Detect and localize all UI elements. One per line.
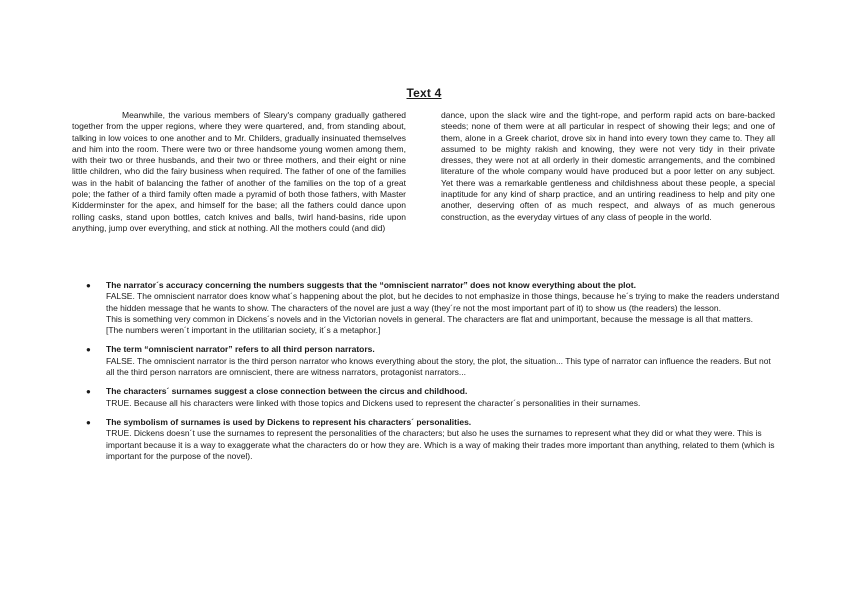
statement-answer: This is something very common in Dickens´s novels and in the Victorian novels in general. The characters are flat and unimportant, because the message is all that matters.: [106, 313, 753, 324]
text-paragraph-left: Meanwhile, the various members of Sleary's company gradually gathered together from the upper regions, where they were quartered, and, from standing about, talking in low voices to one another and to Mr. Childers, gradually insinuated themselves and him into the room. There were two or three handsome young women among them, with their two or three husbands, and their two or three mothers, and their eight or nine little children, who did the fairy business when required. The father of one of the families was in the habit of balancing the father of another of the families on the top of a great pole; the father of a third family often made a pyramid of both those fathers, with Master Kidderminster for the apex, and himself for the base; all the fathers could dance upon rolling casks, stand upon bottles, catch knives and balls, twirl hand-basins, ride upon anything, jump over everything, and stick at nothing. All the mothers could (and did): [72, 110, 406, 233]
statement-answer: [The numbers weren´t important in the utilitarian society, it´s a metaphor.]: [106, 325, 381, 336]
text-paragraph-right: dance, upon the slack wire and the tight-rope, and perform rapid acts on bare-backed steeds; none of them were at all particular in respect of showing their legs; and one of them, alone in a Greek chariot, drove six in hand into every town they came to. They all assumed to be mighty rakish and knowing, they were not very tidy in their private dresses, they were not at all orderly in their domestic arrangements, and the combined literature of the whole company would have produced but a poor letter on any subject. Yet there was a remarkable gentleness and childishness about these people, a special inaptitude for any kind of sharp practice, and an untiring readiness to help and pity one another, deserving often of as much respect, and always of as much generous construction, as the everyday virtues of any class of people in the world.: [441, 110, 775, 222]
statement-item-4: [84, 417, 780, 462]
statement-item-1: [84, 280, 780, 336]
statement-answer: TRUE. Dickens doesn´t use the surnames to represent the personalities of the characters; but also he uses the surnames to represent what they did or what they were. This is important because it is a way to exaggerate what the characters do or how they are. Which is a way of making their trades more important than anything, related to them (which is important for the purpose of the novel).: [106, 428, 775, 461]
statement-question: The symbolism of surnames is used by Dickens to represent his characters´ personalities.: [106, 416, 472, 427]
bullet-icon: ●: [86, 281, 91, 290]
bullet-icon: ●: [86, 345, 91, 355]
statement-answer: TRUE. Because all his characters were linked with those topics and Dickens used to represent the character´s personalities in their surnames.: [106, 397, 641, 408]
statement-answer: FALSE. The omniscient narrator does know what´s happening about the plot, but he decides to not emphasize in those things, because he´s trying to make the readers understand the hidden message that he wants to show. The characters of the novel are just a way (they´re not the most important part of it) to show us (the readers) the lesson.: [106, 291, 780, 313]
text-column-left: [72, 110, 406, 270]
statement-item-2: [84, 344, 780, 378]
statement-question: The term “omniscient narrator” refers to all third person narrators.: [106, 344, 375, 355]
page-title: Text 4: [406, 86, 442, 100]
statement-question: The narrator´s accuracy concerning the numbers suggests that the “omniscient narrator” does not know everything about the plot.: [106, 280, 636, 290]
statement-list: [84, 280, 780, 470]
bullet-icon: ●: [86, 417, 91, 427]
statement-item-3: [84, 386, 780, 409]
bullet-icon: ●: [86, 387, 91, 397]
statement-answer: FALSE. The omniscient narrator is the third person narrator who knows everything about the story, the plot, the situation... This type of narrator can influence the readers. But not all the third person narrators are omniscient, there are witness narrators, protagonist narrators...: [106, 355, 771, 378]
text-column-right: [441, 110, 775, 223]
statement-question: The characters´ surnames suggest a close connection between the circus and childhood.: [106, 386, 468, 397]
